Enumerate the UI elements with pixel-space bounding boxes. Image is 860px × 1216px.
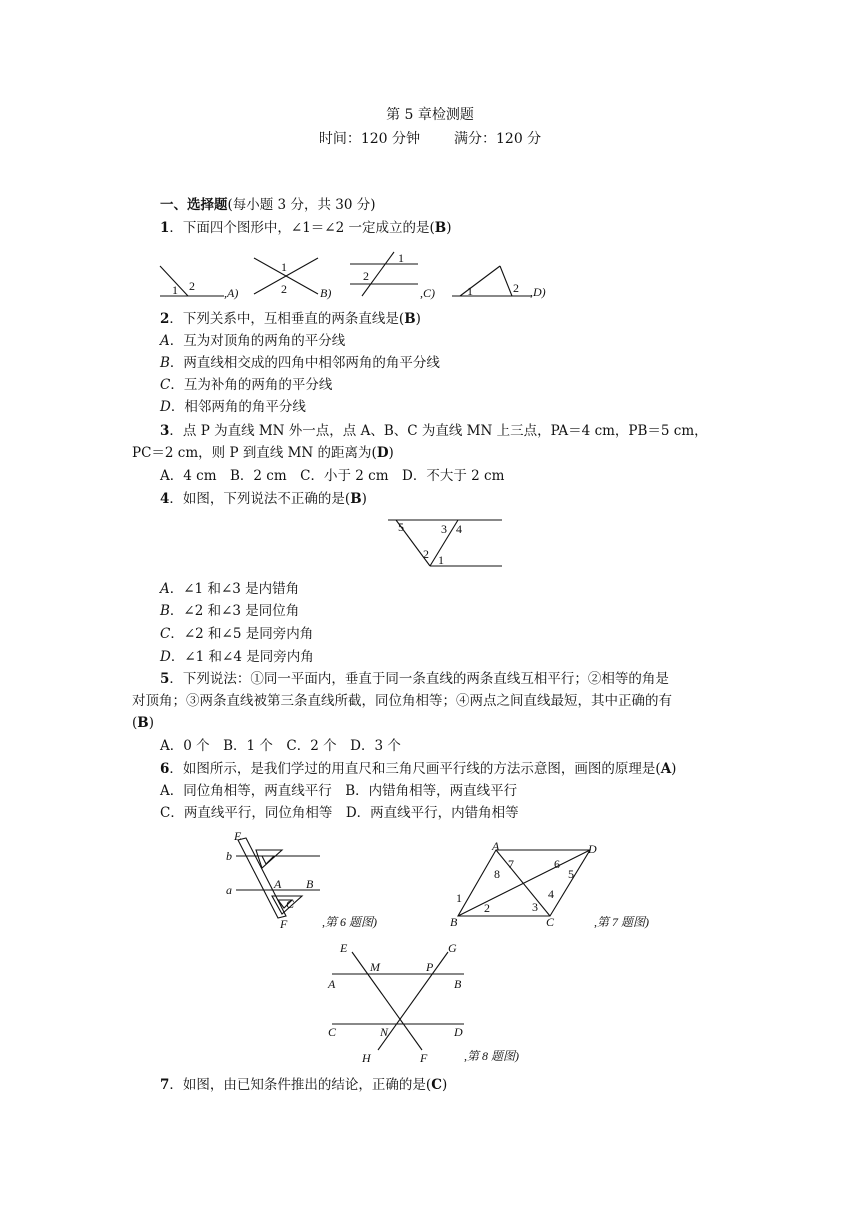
point-label: D: [454, 1025, 463, 1039]
option-text: ．互为补角的两角的平分线: [170, 377, 333, 393]
question-2: [160, 310, 421, 328]
point-label: A: [328, 977, 336, 991]
score-label: 满分：120 分: [454, 131, 542, 147]
angle-label: 1: [438, 553, 444, 567]
option-tag: B): [320, 286, 332, 300]
answer: B: [404, 311, 416, 327]
option-a: [160, 332, 345, 350]
paren-close: ): [441, 1077, 448, 1093]
answer: B: [350, 491, 362, 507]
paren-close: ): [148, 715, 154, 731]
question-6-options-2: C．两直线平行，同位角相等 D．两直线平行，内错角相等: [160, 805, 519, 821]
question-5-line2: 对顶角；③两条直线被第三条直线所截，同位角相等；④两点之间直线最短，其中正确的有: [132, 693, 672, 709]
answer: B: [434, 220, 447, 236]
angle-label: 6: [554, 857, 560, 871]
angle-label: 1: [467, 284, 473, 298]
paren-close: ): [446, 220, 452, 236]
q1-figure-d: [450, 262, 554, 302]
question-number: 3: [160, 423, 170, 439]
page-title: 第 5 章检测题: [386, 107, 474, 123]
option-letter: C: [160, 626, 171, 642]
option-b: [160, 354, 440, 372]
vertex-label: B: [450, 915, 458, 929]
question-number: 7: [160, 1077, 170, 1093]
question-text: ．如图所示，是我们学过的用直尺和三角尺画平行线的方法示意图，画图的原理是(: [169, 761, 661, 777]
point-label: B: [454, 977, 462, 991]
point-label: H: [362, 1051, 371, 1065]
figure-caption: ,第 8 题图): [464, 1049, 519, 1063]
point-label: C: [286, 897, 295, 911]
point-label: F: [280, 917, 288, 931]
paren-close: ): [361, 491, 367, 507]
line-label: b: [226, 849, 232, 863]
option-text: ．∠2 和∠3 是同位角: [169, 603, 300, 619]
question-text-line1: ．下列说法：①同一平面内，垂直于同一条直线的两条直线互相平行；②相等的角是: [169, 671, 669, 687]
option-letter: B: [160, 603, 170, 619]
option-text: ．相邻两角的角平分线: [170, 399, 306, 415]
angle-label: 3: [441, 522, 447, 536]
question-number: 4: [160, 491, 170, 507]
paren-close: ): [388, 445, 394, 461]
point-label: M: [370, 960, 380, 974]
q1-figure-a: [158, 252, 248, 302]
option-tag: ,C): [420, 286, 435, 300]
figure-caption: ,第 7 题图): [594, 915, 649, 929]
vertex-label: D: [588, 842, 597, 856]
question-number: 6: [160, 761, 170, 777]
q1-figure-c: [348, 250, 444, 302]
line-label: a: [226, 883, 232, 897]
option-d: [160, 398, 306, 416]
option-tag: ,A): [224, 286, 239, 300]
option-text: ．∠2 和∠5 是同旁内角: [170, 626, 314, 642]
question-number: 1: [160, 220, 170, 236]
q6-figure: [222, 828, 402, 932]
angle-label: 8: [494, 867, 500, 881]
angle-label: 1: [398, 251, 404, 265]
point-label: F: [420, 1051, 428, 1065]
angle-label: 2: [423, 547, 429, 561]
point-label: E: [234, 829, 242, 843]
question-6-options-1: A．同位角相等，两直线平行 B．内错角相等，两直线平行: [160, 783, 518, 799]
angle-label: 7: [508, 857, 514, 871]
question-7: [160, 1076, 447, 1094]
paren-close: ): [671, 761, 677, 777]
question-number: 2: [160, 311, 170, 327]
angle-label: 4: [548, 887, 554, 901]
point-label: P: [426, 960, 434, 974]
question-6: [160, 760, 676, 778]
point-label: E: [340, 941, 348, 955]
option-letter: A: [160, 581, 170, 597]
option-text: ．两直线相交成的四角中相邻两角的角平分线: [169, 355, 440, 371]
option-b: [160, 602, 299, 620]
angle-label: 1: [172, 283, 178, 297]
paren-close: ): [415, 311, 421, 327]
point-label: A: [274, 877, 282, 891]
option-letter: B: [160, 355, 170, 371]
option-a: [160, 580, 299, 598]
question-text: ．如图，由已知条件推出的结论，正确的是(: [169, 1077, 432, 1093]
point-label: B: [306, 877, 314, 891]
angle-label: 5: [398, 520, 404, 534]
answer: D: [376, 445, 389, 461]
option-text: ．∠1 和∠3 是内错角: [169, 581, 300, 597]
question-text: ．下列关系中，互相垂直的两条直线是(: [169, 311, 405, 327]
section-note: (每小题 3 分，共 30 分): [227, 197, 376, 213]
angle-label: 5: [568, 867, 574, 881]
angle-label: 2: [281, 282, 287, 296]
angle-label: 1: [456, 891, 462, 905]
question-number: 5: [160, 671, 170, 687]
option-letter: D: [160, 399, 171, 415]
section-heading: [160, 196, 375, 214]
answer: A: [660, 761, 672, 777]
question-3-options: A．4 cm B．2 cm C．小于 2 cm D．不大于 2 cm: [160, 468, 505, 484]
angle-label: 1: [281, 260, 287, 274]
question-3: [160, 422, 708, 440]
answer: B: [137, 715, 149, 731]
point-label: C: [328, 1025, 337, 1039]
option-c: [160, 376, 332, 394]
question-text: ．下面四个图形中，∠1＝∠2 一定成立的是(: [169, 220, 435, 236]
paren-open: (: [132, 715, 138, 731]
point-label: G: [448, 941, 457, 955]
angle-label: 4: [456, 522, 462, 536]
time-label: 时间：120 分钟: [318, 131, 420, 147]
figure-caption: ,第 6 题图): [322, 915, 377, 929]
question-4: [160, 490, 367, 508]
option-letter: A: [160, 333, 170, 349]
option-d: [160, 648, 314, 666]
q4-figure: [386, 516, 506, 572]
q8-figure: [322, 938, 572, 1066]
option-letter: C: [160, 377, 171, 393]
angle-label: 3: [532, 900, 538, 914]
question-5-options: A．0 个 B．1 个 C．2 个 D．3 个: [160, 738, 401, 754]
question-text: ．如图，下列说法不正确的是(: [169, 491, 351, 507]
option-text: ．∠1 和∠4 是同旁内角: [170, 649, 314, 665]
section-title: 一、选择题: [160, 197, 228, 213]
question-text-line2: PC＝2 cm，则 P 到直线 MN 的距离为(: [132, 445, 377, 461]
question-5: [160, 670, 669, 688]
option-text: ．互为对顶角的两角的平分线: [169, 333, 346, 349]
exam-info: [0, 130, 860, 148]
answer: C: [431, 1077, 442, 1093]
vertex-label: A: [492, 839, 500, 853]
angle-label: 2: [484, 901, 490, 915]
option-c: [160, 625, 313, 643]
option-tag: ,D): [530, 285, 546, 299]
question-1: [160, 219, 451, 237]
point-label: N: [380, 1025, 389, 1039]
option-letter: D: [160, 649, 171, 665]
question-5-answer: [132, 714, 154, 732]
vertex-label: C: [546, 915, 555, 929]
q7-figure: [450, 840, 670, 932]
question-3-line2: [132, 444, 394, 462]
question-text-line1: ．点 P 为直线 MN 外一点，点 A、B、C 为直线 MN 上三点，PA＝4 cm，PB＝5 cm，: [169, 423, 708, 439]
q1-figure-b: [252, 254, 342, 300]
angle-label: 2: [513, 281, 519, 295]
angle-label: 2: [363, 269, 369, 283]
angle-label: 2: [189, 279, 195, 293]
